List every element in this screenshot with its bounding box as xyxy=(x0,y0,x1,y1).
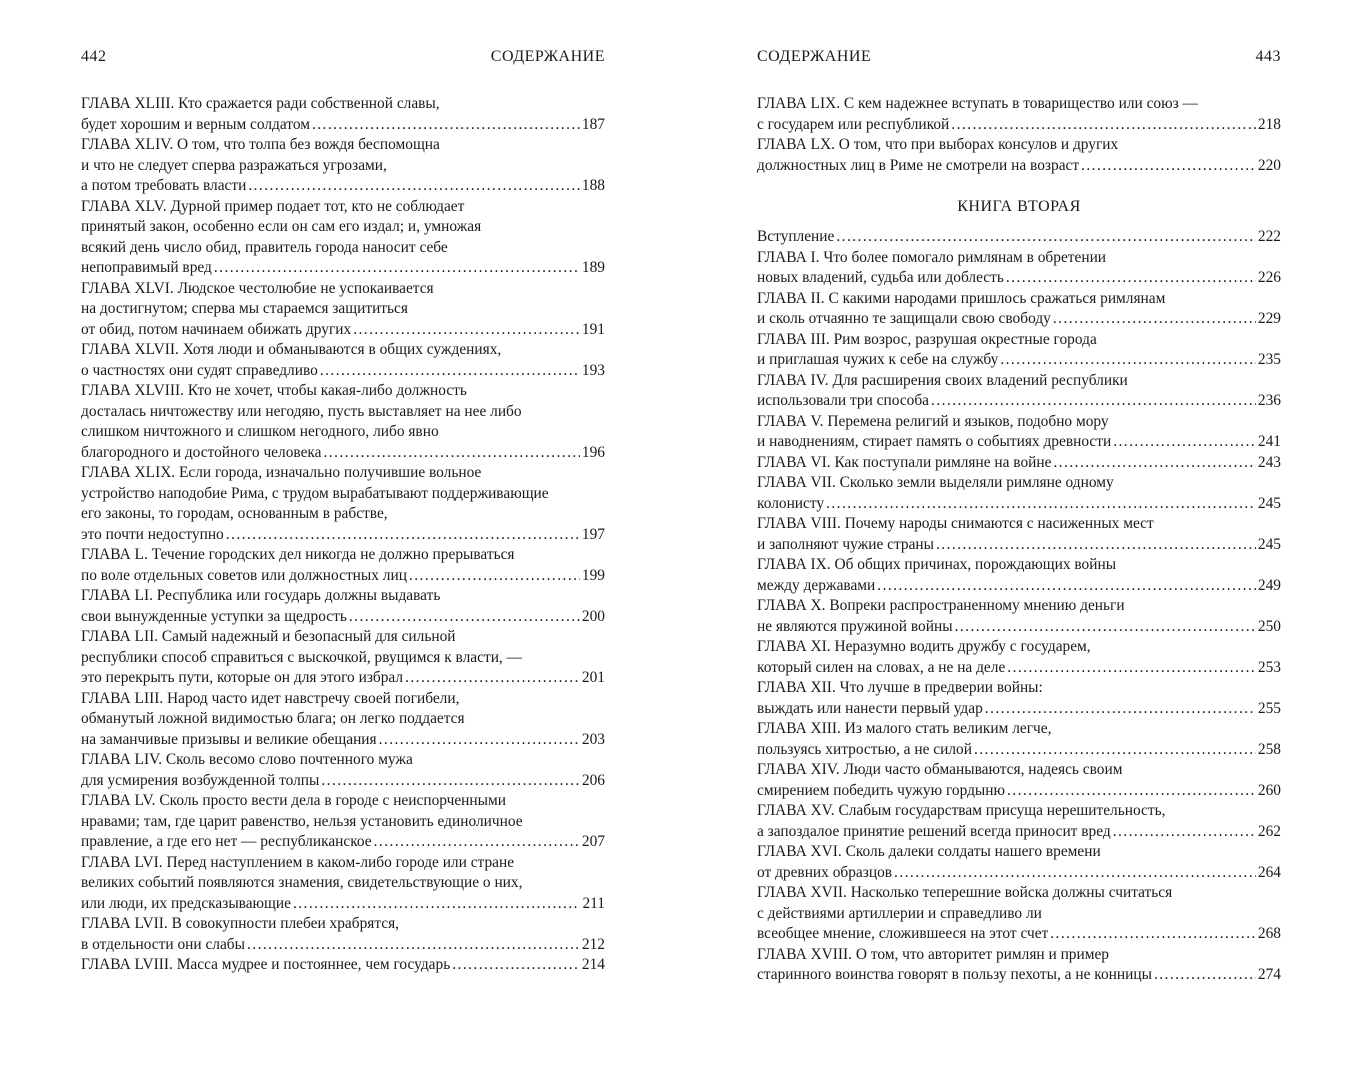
toc-entry-text: ГЛАВА VII. Сколько земли выделяли римляне одному xyxy=(757,474,1114,491)
toc-entry-text: ГЛАВА LVII. В совокупности плебеи храбрятся, xyxy=(81,915,400,932)
toc-entry-last-line xyxy=(757,576,1281,597)
toc-entry-text: смирением победить чужую гордыню xyxy=(757,781,1006,799)
toc-column xyxy=(757,94,1281,986)
toc-entry-text: его законы, то городам, основанным в рабстве, xyxy=(81,505,388,522)
toc-entry-text: ГЛАВА XI. Неразумно водить дружбу с государем, xyxy=(757,638,1091,655)
toc-page-number: 241 xyxy=(1257,433,1281,450)
toc-page-number: 207 xyxy=(581,833,605,850)
toc-entry-line xyxy=(81,299,605,320)
toc-entry-text: ГЛАВА LX. О том, что при выборах консулов и других xyxy=(757,136,1119,153)
toc-entry-text: ГЛАВА LII. Самый надежный и безопасный для сильной xyxy=(81,628,456,645)
toc-entry-line xyxy=(81,709,605,730)
dot-leader xyxy=(349,607,580,628)
page-number: 443 xyxy=(1255,48,1281,65)
toc-entry-text: это перекрыть пути, которые он для этого избрал xyxy=(81,669,404,686)
toc-entry-text: для усмирения возбужденной толпы xyxy=(81,771,320,789)
dot-leader xyxy=(409,566,580,587)
dot-leader xyxy=(936,535,1256,556)
toc-page-number: 189 xyxy=(581,259,605,276)
toc-entry-last-line xyxy=(81,607,605,628)
toc-entry-text: непоправимый вред xyxy=(81,259,212,276)
toc-page-number: 196 xyxy=(581,443,605,461)
dot-leader xyxy=(247,935,580,956)
dot-leader xyxy=(1154,965,1256,986)
toc-entry-line xyxy=(81,135,605,156)
toc-entry xyxy=(81,955,605,976)
toc-entry-line xyxy=(81,217,605,238)
toc-entry-text: ГЛАВА XLVI. Людское честолюбие не успокаивается xyxy=(81,279,434,297)
toc-entry-line xyxy=(81,279,605,300)
toc-page-number: 260 xyxy=(1257,781,1281,799)
toc-page-number: 187 xyxy=(581,115,605,133)
toc-list xyxy=(757,94,1281,176)
dot-leader xyxy=(1007,658,1256,679)
toc-entry-line xyxy=(757,473,1281,494)
toc-entry-line xyxy=(81,689,605,710)
toc-list xyxy=(81,94,605,976)
toc-page-number: 220 xyxy=(1257,156,1281,174)
toc-page-number: 197 xyxy=(581,525,605,543)
toc-entry-last-line xyxy=(81,361,605,382)
toc-entry xyxy=(81,914,605,955)
toc-entry-line xyxy=(757,678,1281,699)
toc-entry-line xyxy=(757,330,1281,351)
toc-entry-text: ГЛАВА LV. Сколь просто вести дела в городе с неиспорченными xyxy=(81,792,506,809)
toc-entry-line xyxy=(757,637,1281,658)
toc-entry xyxy=(757,514,1281,555)
dot-leader xyxy=(985,699,1256,720)
toc-page-number: 214 xyxy=(581,956,605,973)
toc-entry-last-line xyxy=(757,924,1281,945)
toc-entry-text: ГЛАВА XLIV. О том, что толпа без вождя беспомощна xyxy=(81,136,440,153)
toc-page-number: 203 xyxy=(581,730,605,748)
toc-entry-line xyxy=(757,412,1281,433)
toc-entry-last-line xyxy=(757,350,1281,371)
toc-entry-line xyxy=(81,853,605,874)
toc-entry-text: с государем или республикой xyxy=(757,115,950,133)
toc-entry-text: выждать или нанести первый удар xyxy=(757,699,983,717)
toc-entry-line xyxy=(81,156,605,177)
toc-entry-last-line xyxy=(81,115,605,136)
toc-entry-text: ГЛАВА III. Рим возрос, разрушая окрестные города xyxy=(757,330,1097,348)
toc-entry-text: ГЛАВА XVII. Насколько теперешние войска должны считаться xyxy=(757,884,1173,901)
dot-leader xyxy=(312,115,580,136)
toc-entry-text: республики способ справиться с выскочкой, рвущимся к власти, — xyxy=(81,648,523,666)
toc-entry-text: ГЛАВА XIV. Люди часто обманываются, надеясь своим xyxy=(757,761,1123,778)
toc-entry-line xyxy=(81,873,605,894)
toc-page-number: 250 xyxy=(1257,617,1281,635)
toc-entry-last-line xyxy=(757,617,1281,638)
toc-entry-last-line xyxy=(757,494,1281,515)
toc-entry-last-line xyxy=(81,668,605,689)
toc-entry-text: ГЛАВА LVIII. Масса мудрее и постояннее, чем государь xyxy=(81,956,451,973)
toc-entry-last-line xyxy=(81,320,605,341)
toc-entry xyxy=(757,719,1281,760)
dot-leader xyxy=(1113,432,1256,453)
toc-entry-text: ГЛАВА XVI. Сколь далеки солдаты нашего времени xyxy=(757,843,1101,860)
toc-entry-last-line xyxy=(757,115,1281,136)
toc-entry-text: досталась ничтожеству или негодяю, пусть выставляет на нее либо xyxy=(81,402,522,420)
toc-entry xyxy=(757,289,1281,330)
toc-entry-text: это почти недоступно xyxy=(81,525,224,543)
toc-entry-last-line xyxy=(757,863,1281,884)
left-page-header xyxy=(81,48,605,70)
toc-entry-line xyxy=(757,945,1281,966)
toc-page-number: 253 xyxy=(1257,658,1281,676)
toc-entry-text: устройство наподобие Рима, с трудом вырабатывают поддерживающие xyxy=(81,484,549,502)
dot-leader xyxy=(1053,453,1255,474)
toc-page-number: 236 xyxy=(1257,392,1281,409)
toc-entry-last-line xyxy=(757,453,1281,474)
toc-entry-line xyxy=(81,238,605,259)
dot-leader xyxy=(1050,924,1256,945)
toc-entry-text: ГЛАВА VI. Как поступали римляне на войне xyxy=(757,453,1052,471)
toc-page-number: 218 xyxy=(1257,115,1281,133)
toc-entry-text: и что не следует сперва разражаться угрозами, xyxy=(81,156,387,174)
toc-entry-line xyxy=(757,248,1281,269)
toc-page-number: 245 xyxy=(1257,535,1281,553)
toc-entry-text: ГЛАВА XII. Что лучше в предверии войны: xyxy=(757,679,1043,696)
toc-entry-line xyxy=(81,463,605,484)
toc-entry-last-line xyxy=(757,965,1281,986)
toc-entry-text: ГЛАВА LIV. Сколь весомо слово почтенного мужа xyxy=(81,751,413,768)
toc-entry xyxy=(81,279,605,341)
dot-leader xyxy=(214,258,580,279)
toc-page-number: 258 xyxy=(1257,740,1281,758)
toc-entry-text: колонисту xyxy=(757,494,825,512)
dot-leader xyxy=(248,176,580,197)
toc-page-number: 212 xyxy=(581,935,605,953)
toc-entry-last-line xyxy=(81,832,605,853)
toc-page-number: 235 xyxy=(1257,351,1281,368)
dot-leader xyxy=(353,320,580,341)
toc-page-number: 199 xyxy=(581,566,605,584)
dot-leader xyxy=(955,617,1256,638)
toc-entry-text: использовали три способа xyxy=(757,392,930,409)
toc-page-number: 243 xyxy=(1257,453,1281,471)
toc-entry-line xyxy=(757,904,1281,925)
toc-entry xyxy=(81,627,605,689)
toc-entry-text: ГЛАВА XVIII. О том, что авторитет римлян и пример xyxy=(757,945,1110,963)
toc-entry xyxy=(81,750,605,791)
toc-entry xyxy=(757,945,1281,986)
toc-entry xyxy=(757,330,1281,371)
toc-entry-text: ГЛАВА VIII. Почему народы снимаются с насиженных мест xyxy=(757,515,1154,532)
toc-entry-line xyxy=(81,545,605,566)
toc-entry-last-line xyxy=(81,955,605,976)
page-number: 442 xyxy=(81,48,107,65)
toc-entry-text: и приглашая чужих к себе на службу xyxy=(757,351,999,368)
dot-leader xyxy=(1113,822,1256,843)
toc-entry xyxy=(757,412,1281,453)
dot-leader xyxy=(320,361,580,382)
toc-entry-line xyxy=(81,197,605,218)
toc-entry-last-line xyxy=(757,156,1281,177)
toc-entry-last-line xyxy=(757,740,1281,761)
dot-leader xyxy=(323,443,579,464)
toc-entry-text: ГЛАВА IV. Для расширения своих владений республики xyxy=(757,371,1128,389)
toc-entry-text: ГЛАВА I. Что более помогало римлянам в обретении xyxy=(757,248,1107,266)
toc-entry-text: ГЛАВА II. С какими народами пришлось сражаться римлянам xyxy=(757,289,1166,307)
toc-entry-text: нравами; там, где царит равенство, нельзя установить единоличное xyxy=(81,812,523,830)
toc-entry-text: ГЛАВА XLV. Дурной пример подает тот, кто не соблюдает xyxy=(81,197,465,215)
dot-leader xyxy=(293,894,581,915)
toc-entry-line xyxy=(757,555,1281,576)
dot-leader xyxy=(826,494,1256,515)
toc-entry-text: ГЛАВА XLIII. Кто сражается ради собственной славы, xyxy=(81,95,440,112)
toc-entry xyxy=(81,791,605,853)
dot-leader xyxy=(1007,781,1256,802)
toc-entry-line xyxy=(81,381,605,402)
toc-entry xyxy=(81,381,605,463)
toc-entry xyxy=(81,853,605,915)
toc-entry-last-line xyxy=(757,227,1281,248)
toc-entry-text: и наводнениям, стирает память о событиях древности xyxy=(757,433,1112,450)
toc-entry-text: слишком ничтожного и слишком негодного, либо явно xyxy=(81,423,439,440)
dot-leader xyxy=(452,955,580,976)
toc-entry xyxy=(757,637,1281,678)
toc-entry-last-line xyxy=(81,730,605,751)
toc-entry-line xyxy=(757,135,1281,156)
toc-entry-text: с действиями артиллерии и справедливо ли xyxy=(757,904,1042,922)
right-page-header xyxy=(757,48,1281,70)
toc-entry-text: по воле отдельных советов или должностных лиц xyxy=(81,566,407,584)
toc-entry-line xyxy=(81,750,605,771)
toc-entry-text: ГЛАВА V. Перемена религий и языков, подобно мору xyxy=(757,412,1109,430)
toc-entry-text: ГЛАВА XLVIII. Кто не хочет, чтобы какая-либо должность xyxy=(81,382,467,399)
toc-entry-text: и заполняют чужие страны xyxy=(757,535,935,553)
toc-entry-last-line xyxy=(757,268,1281,289)
dot-leader xyxy=(226,525,580,546)
toc-page-number: 211 xyxy=(582,894,605,912)
toc-entry-text: благородного и достойного человека xyxy=(81,443,322,461)
toc-entry xyxy=(81,340,605,381)
toc-entry-text: ГЛАВА XLVII. Хотя люди и обманываются в общих суждениях, xyxy=(81,341,502,358)
toc-entry xyxy=(757,453,1281,474)
toc-entry xyxy=(757,227,1281,248)
toc-page-number: 249 xyxy=(1257,576,1281,594)
toc-entry xyxy=(81,94,605,135)
toc-entry-line xyxy=(757,842,1281,863)
toc-entry xyxy=(757,842,1281,883)
toc-entry-line xyxy=(81,586,605,607)
toc-entry-text: всеобщее мнение, сложившееся на этот счет xyxy=(757,925,1049,942)
toc-entry xyxy=(81,463,605,545)
toc-entry-text: ГЛАВА LIX. С кем надежнее вступать в товарищество или союз — xyxy=(757,95,1198,112)
toc-page-number: 193 xyxy=(581,361,605,379)
toc-entry-last-line xyxy=(81,894,605,915)
dot-leader xyxy=(405,668,580,689)
toc-entry-line xyxy=(81,914,605,935)
running-title: СОДЕРЖАНИЕ xyxy=(490,48,605,65)
toc-entry-line xyxy=(81,340,605,361)
toc-entry-text: а потом требовать власти xyxy=(81,177,247,194)
toc-entry-line xyxy=(81,812,605,833)
dot-leader xyxy=(931,391,1256,412)
toc-entry-line xyxy=(757,719,1281,740)
toc-entry-text: правление, а где его нет — республиканское xyxy=(81,833,372,850)
toc-page-number: 264 xyxy=(1257,863,1281,881)
toc-entry xyxy=(757,248,1281,289)
toc-entry-text: ГЛАВА LI. Республика или государь должны выдавать xyxy=(81,587,441,604)
toc-entry-last-line xyxy=(757,822,1281,843)
toc-entry-text: от обид, потом начинаем обижать других xyxy=(81,320,352,338)
toc-entry-last-line xyxy=(81,258,605,279)
toc-entry-text: новых владений, судьба или доблесть xyxy=(757,269,1004,286)
dot-leader xyxy=(951,115,1256,136)
toc-entry-last-line xyxy=(81,771,605,792)
toc-entry-text: старинного воинства говорят в пользу пехоты, а не конницы xyxy=(757,966,1152,983)
book-heading: КНИГА ВТОРАЯ xyxy=(957,198,1081,215)
dot-leader xyxy=(1081,156,1256,177)
toc-entry-text: на достигнутом; сперва мы стараемся защититься xyxy=(81,300,408,317)
toc-entry-line xyxy=(81,94,605,115)
toc-entry-line xyxy=(757,596,1281,617)
toc-entry xyxy=(81,586,605,627)
toc-entry-text: всякий день число обид, правитель города наносит себе xyxy=(81,238,448,256)
toc-entry-line xyxy=(81,791,605,812)
toc-entry-text: ГЛАВА L. Течение городских дел никогда не должно прерываться xyxy=(81,546,515,563)
toc-entry-text: а запоздалое принятие решений всегда приносит вред xyxy=(757,822,1111,840)
toc-entry-text: или люди, их предсказывающие xyxy=(81,894,291,912)
toc-entry-text: принятый закон, особенно если он сам его издал; и, умножая xyxy=(81,218,482,235)
toc-entry-text: и сколь отчаянно те защищали свою свободу xyxy=(757,310,1051,327)
toc-page-number: 222 xyxy=(1257,228,1281,245)
dot-leader xyxy=(894,863,1256,884)
toc-page-number: 262 xyxy=(1257,822,1281,840)
toc-entry-line xyxy=(757,883,1281,904)
toc-entry xyxy=(81,689,605,751)
toc-entry-text: обманутый ложной видимостью блага; он легко поддается xyxy=(81,710,465,727)
toc-entry-text: от древних образцов xyxy=(757,863,893,881)
toc-entry-text: в отдельности они слабы xyxy=(81,935,245,953)
toc-entry-text: ГЛАВА LIII. Народ часто идет навстречу своей погибели, xyxy=(81,689,460,707)
toc-entry-line xyxy=(81,627,605,648)
toc-page-number: 229 xyxy=(1257,310,1281,327)
dot-leader xyxy=(836,227,1256,248)
toc-entry-text: будет хорошим и верным солдатом xyxy=(81,115,310,133)
toc-entry-last-line xyxy=(81,935,605,956)
toc-page-number: 188 xyxy=(581,177,605,194)
toc-entry-line xyxy=(757,371,1281,392)
toc-entry-text: на заманчивые призывы и великие обещания xyxy=(81,730,377,748)
toc-entry-last-line xyxy=(81,443,605,464)
toc-entry xyxy=(757,473,1281,514)
toc-entry-text: пользуясь хитростью, а не силой xyxy=(757,740,972,758)
toc-entry xyxy=(757,555,1281,596)
toc-entry-line xyxy=(757,760,1281,781)
toc-entry-last-line xyxy=(757,432,1281,453)
toc-page-number: 245 xyxy=(1257,494,1281,512)
dot-leader xyxy=(379,730,580,751)
toc-entry-last-line xyxy=(757,781,1281,802)
toc-entry xyxy=(757,883,1281,945)
toc-entry-last-line xyxy=(81,566,605,587)
toc-entry-text: свои вынужденные уступки за щедрость xyxy=(81,607,347,625)
toc-entry-line xyxy=(757,289,1281,310)
toc-entry-text: о частностях они судят справедливо xyxy=(81,361,318,379)
toc-entry-line xyxy=(757,94,1281,115)
dot-leader xyxy=(321,771,580,792)
toc-entry-last-line xyxy=(757,535,1281,556)
toc-entry-line xyxy=(81,648,605,669)
toc-entry xyxy=(757,371,1281,412)
toc-entry-text: который силен на словах, а не на деле xyxy=(757,658,1006,676)
toc-entry-text: ГЛАВА XLIX. Если города, изначально получившие вольное xyxy=(81,464,482,481)
toc-entry-line xyxy=(81,484,605,505)
toc-entry-last-line xyxy=(757,699,1281,720)
toc-page-number: 201 xyxy=(581,669,605,686)
dot-leader xyxy=(374,832,580,853)
toc-entry xyxy=(81,197,605,279)
toc-entry-last-line xyxy=(757,391,1281,412)
toc-entry-last-line xyxy=(757,658,1281,679)
dot-leader xyxy=(1053,309,1256,330)
toc-entry-text: ГЛАВА LVI. Перед наступлением в каком-либо городе или стране xyxy=(81,853,515,871)
toc-page-number: 268 xyxy=(1257,925,1281,942)
toc-page-number: 206 xyxy=(581,771,605,789)
toc-entry-line xyxy=(81,504,605,525)
toc-entry xyxy=(757,94,1281,135)
toc-entry xyxy=(757,678,1281,719)
toc-entry-last-line xyxy=(81,525,605,546)
toc-page-number: 255 xyxy=(1257,699,1281,717)
toc-entry-text: Вступление xyxy=(757,228,835,245)
toc-entry-text: не являются пружиной войны xyxy=(757,617,953,635)
toc-entry-text: должностных лиц в Риме не смотрели на возраст xyxy=(757,156,1080,174)
dot-leader xyxy=(877,576,1256,597)
toc-page-number: 226 xyxy=(1257,269,1281,286)
dot-leader xyxy=(974,740,1256,761)
dot-leader xyxy=(1000,350,1256,371)
toc-list xyxy=(757,227,1281,986)
dot-leader xyxy=(1006,268,1256,289)
running-title: СОДЕРЖАНИЕ xyxy=(757,48,872,65)
toc-entry xyxy=(81,545,605,586)
toc-page-number: 200 xyxy=(581,607,605,625)
toc-entry-line xyxy=(757,801,1281,822)
toc-entry-last-line xyxy=(81,176,605,197)
toc-entry xyxy=(757,135,1281,176)
toc-entry-line xyxy=(81,422,605,443)
toc-entry-line xyxy=(757,514,1281,535)
toc-entry-text: ГЛАВА XV. Слабым государствам присуща нерешительность, xyxy=(757,802,1166,819)
toc-entry-text: великих событий появляются знамения, свидетельствующие о них, xyxy=(81,874,523,891)
toc-page-number: 191 xyxy=(581,320,605,338)
toc-entry-text: ГЛАВА XIII. Из малого стать великим легче, xyxy=(757,720,1052,737)
toc-entry-text: ГЛАВА X. Вопреки распространенному мнению деньги xyxy=(757,597,1125,614)
toc-entry xyxy=(757,760,1281,801)
toc-entry xyxy=(81,135,605,197)
toc-entry-last-line xyxy=(757,309,1281,330)
toc-entry xyxy=(757,596,1281,637)
toc-entry-text: между державами xyxy=(757,576,876,594)
toc-page-number: 274 xyxy=(1257,966,1281,983)
toc-entry xyxy=(757,801,1281,842)
toc-entry-text: ГЛАВА IX. Об общих причинах, порождающих войны xyxy=(757,556,1117,573)
toc-entry-line xyxy=(81,402,605,423)
